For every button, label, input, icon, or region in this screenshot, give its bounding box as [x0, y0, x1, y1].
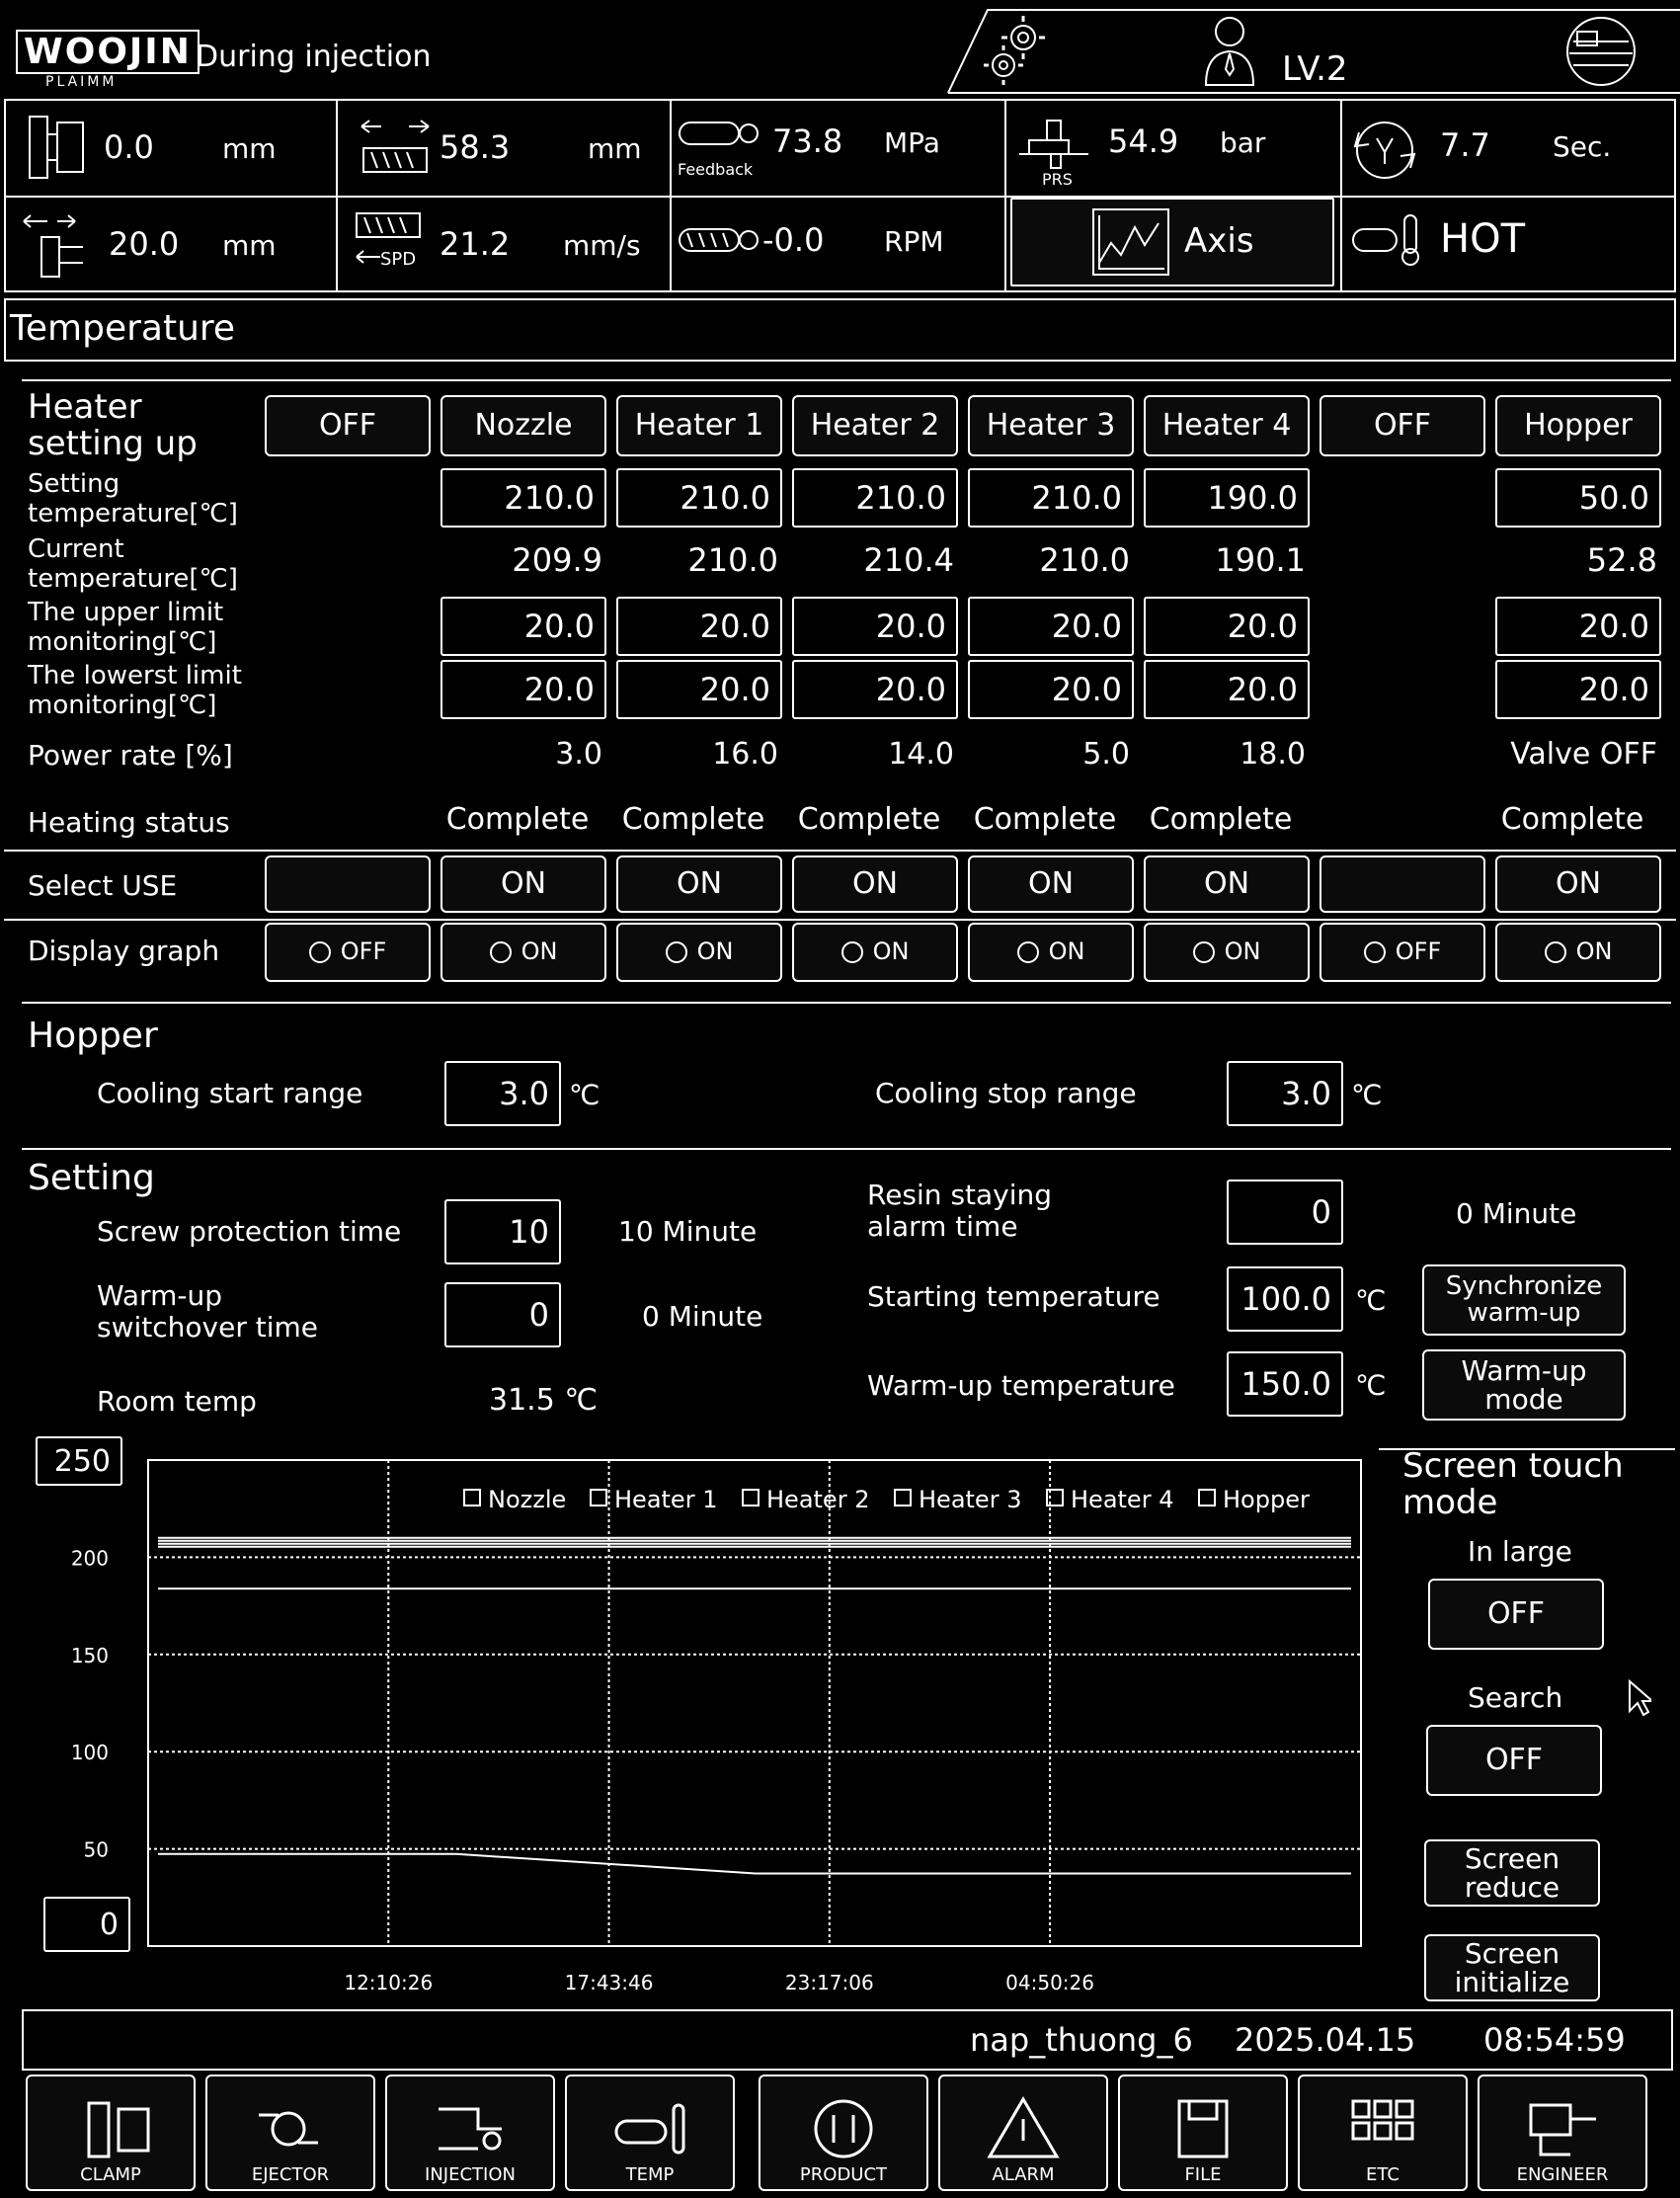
- y-tick-label: 50: [83, 1837, 109, 1862]
- product-icon: [792, 2089, 895, 2166]
- in-large-toggle[interactable]: OFF: [1428, 1579, 1604, 1650]
- warmup-switchover-remaining: 0 Minute: [642, 1300, 763, 1333]
- search-label: Search: [1468, 1681, 1563, 1714]
- legend-label: Heater 4: [1071, 1486, 1174, 1513]
- nav-label: PRODUCT: [799, 2164, 888, 2186]
- logo: [16, 30, 200, 90]
- screen-initialize-button[interactable]: Screen initialize: [1424, 1934, 1600, 2001]
- warmup-switchover-input[interactable]: 0: [444, 1282, 561, 1347]
- display-graph-label: Display graph: [28, 935, 220, 967]
- heater-column-header[interactable]: Heater 1: [616, 395, 782, 456]
- display-graph-toggle[interactable]: [440, 923, 606, 982]
- hopper-title: Hopper: [28, 1016, 158, 1056]
- setting-temperature-input[interactable]: 210.0: [440, 468, 606, 528]
- legend-checkbox: [743, 1490, 759, 1506]
- starting-temperature-input[interactable]: 100.0: [1227, 1266, 1343, 1332]
- select-use-button[interactable]: ON: [440, 855, 606, 913]
- resin-staying-remaining: 0 Minute: [1456, 1197, 1577, 1230]
- user-level: LV.2: [1282, 49, 1348, 89]
- x-tick-label: 23:17:06: [784, 1971, 874, 1994]
- setting-temperature-label: Setting temperature[℃]: [28, 469, 238, 529]
- legend-checkbox: [464, 1490, 480, 1506]
- monitor-col-divider: [336, 99, 338, 292]
- cycle-time-icon: [1345, 111, 1424, 190]
- radio-icon: [666, 941, 687, 963]
- select-use-button[interactable]: [265, 855, 431, 913]
- temperature-chart: [0, 1442, 1383, 2015]
- title-bar: [0, 0, 1680, 97]
- mold-position-unit: mm: [222, 132, 277, 165]
- warmup-switchover-label: Warm-up switchover time: [97, 1279, 318, 1344]
- upper-limit-input[interactable]: 20.0: [440, 597, 606, 656]
- injection-speed-unit: mm/s: [563, 229, 641, 262]
- search-toggle[interactable]: OFF: [1426, 1725, 1602, 1796]
- nav-label: INJECTION: [425, 2164, 516, 2186]
- cooling-start-input[interactable]: 3.0: [444, 1061, 561, 1126]
- upper-limit-input[interactable]: 20.0: [792, 597, 958, 656]
- display-graph-label: OFF: [340, 937, 387, 966]
- lower-limit-input[interactable]: 20.0: [792, 660, 958, 719]
- x-tick-label: 12:10:26: [344, 1971, 434, 1994]
- in-large-label: In large: [1468, 1535, 1572, 1568]
- injection-icon: [419, 2089, 521, 2166]
- radio-icon: [1364, 941, 1386, 963]
- select-use-button[interactable]: ON: [1495, 855, 1661, 913]
- upper-limit-input[interactable]: 20.0: [1495, 597, 1661, 656]
- select-use-button[interactable]: [1320, 855, 1485, 913]
- display-graph-label: ON: [872, 937, 910, 966]
- lower-limit-input[interactable]: 20.0: [1495, 660, 1661, 719]
- screen-reduce-button[interactable]: Screen reduce: [1424, 1839, 1600, 1907]
- status-rule: [4, 850, 1676, 852]
- display-graph-label: ON: [1048, 937, 1085, 966]
- monitor-col-divider: [1340, 99, 1342, 292]
- nav-temp-button[interactable]: [565, 2075, 735, 2191]
- nav-label: CLAMP: [80, 2164, 141, 2186]
- current-temperature-label: Current temperature[℃]: [28, 534, 238, 594]
- legend-label: Heater 1: [614, 1486, 718, 1513]
- cycle-time-unit: Sec.: [1553, 130, 1612, 163]
- radio-icon: [490, 941, 512, 963]
- gear-icon[interactable]: [978, 14, 1057, 87]
- heating-status-value: Complete: [621, 802, 765, 837]
- legend-checkbox: [895, 1490, 911, 1506]
- engineer-icon: [1511, 2089, 1614, 2166]
- heating-status-value: Complete: [1149, 802, 1293, 837]
- power-rate-value: Valve OFF: [1510, 737, 1657, 772]
- temperature-icon: [599, 2089, 701, 2166]
- setting-temperature-input[interactable]: 190.0: [1144, 468, 1310, 528]
- synchronize-warmup-button[interactable]: Synchronize warm-up: [1422, 1264, 1626, 1336]
- screw-rotation-value: -0.0: [762, 221, 825, 259]
- screw-rotation-icon: [678, 221, 762, 261]
- series-line: [158, 1854, 1351, 1874]
- legend-checkbox: [1199, 1490, 1215, 1506]
- nav-file-button[interactable]: [1118, 2075, 1288, 2191]
- setting-temperature-input[interactable]: 50.0: [1495, 468, 1661, 528]
- heating-status-label: Heating status: [28, 806, 230, 839]
- heater-column-header[interactable]: OFF: [265, 395, 431, 456]
- upper-limit-input[interactable]: 20.0: [1144, 597, 1310, 656]
- screw-protection-input[interactable]: 10: [444, 1199, 561, 1264]
- pressure-feedback-unit: MPa: [884, 126, 940, 159]
- use-rule: [4, 919, 1676, 921]
- section-title: Temperature: [10, 308, 236, 349]
- mold-position-icon: [20, 109, 99, 188]
- pressure-gauge-unit: bar: [1220, 126, 1266, 159]
- nav-alarm-button[interactable]: [938, 2075, 1108, 2191]
- cursor-icon: [1628, 1679, 1651, 1719]
- y-max-input[interactable]: 250: [36, 1436, 122, 1486]
- pressure-gauge-icon: [1017, 115, 1092, 174]
- setting-title: Setting: [28, 1158, 155, 1198]
- heater-column-header[interactable]: Heater 3: [968, 395, 1134, 456]
- upper-limit-input[interactable]: 20.0: [616, 597, 782, 656]
- display-graph-toggle[interactable]: [265, 923, 431, 982]
- setting-rule: [22, 1148, 1671, 1150]
- power-rate-value: 5.0: [1082, 737, 1130, 772]
- starting-temperature-label: Starting temperature: [867, 1280, 1160, 1313]
- clamp-icon: [59, 2089, 162, 2166]
- resin-staying-input[interactable]: 0: [1227, 1180, 1343, 1245]
- x-tick-label: 04:50:26: [1005, 1971, 1095, 1994]
- cooling-stop-input[interactable]: 3.0: [1227, 1061, 1343, 1126]
- display-graph-toggle[interactable]: [1320, 923, 1485, 982]
- heating-status-value: Complete: [1500, 802, 1644, 837]
- injection-speed-icon: [351, 209, 430, 281]
- select-use-label: Select USE: [28, 869, 178, 902]
- status-bar: [22, 2009, 1673, 2071]
- nav-injection-button[interactable]: [385, 2075, 555, 2191]
- screen-touch-mode-title: Screen touch mode: [1402, 1446, 1624, 1523]
- setting-temperature-input[interactable]: 210.0: [968, 468, 1134, 528]
- heater-top-rule: [22, 379, 1671, 381]
- nav-label: TEMP: [625, 2164, 675, 2186]
- pressure-feedback-sub: Feedback: [678, 160, 754, 179]
- current-temperature-value: 210.0: [1039, 541, 1130, 579]
- display-graph-toggle[interactable]: [1495, 923, 1661, 982]
- y-tick-label: 200: [70, 1546, 109, 1571]
- heater-column-header[interactable]: Nozzle: [440, 395, 606, 456]
- select-use-button[interactable]: ON: [616, 855, 782, 913]
- current-temperature-value: 210.0: [687, 541, 778, 579]
- setting-temperature-input[interactable]: 210.0: [792, 468, 958, 528]
- warmup-temperature-unit: ℃: [1355, 1369, 1387, 1402]
- screw-protection-label: Screw protection time: [97, 1215, 402, 1248]
- power-rate-value: 3.0: [555, 737, 602, 772]
- cycle-time-value: 7.7: [1440, 126, 1490, 164]
- section-title-bar: [4, 298, 1676, 362]
- pressure-gauge-sub: PRS: [1042, 170, 1073, 189]
- legend-label: Hopper: [1223, 1486, 1310, 1513]
- heater-column-header[interactable]: OFF: [1320, 395, 1485, 456]
- display-graph-toggle[interactable]: [1144, 923, 1310, 982]
- lower-limit-input[interactable]: 20.0: [1144, 660, 1310, 719]
- lower-limit-label: The lowerst limit monitoring[℃]: [28, 661, 242, 720]
- display-graph-label: ON: [1575, 937, 1613, 966]
- ejector-icon: [239, 2089, 342, 2166]
- legend-label: Heater 3: [919, 1486, 1022, 1513]
- screw-protection-remaining: 10 Minute: [618, 1215, 758, 1248]
- display-graph-label: ON: [696, 937, 734, 966]
- power-rate-label: Power rate [%]: [28, 739, 233, 772]
- nav-label: FILE: [1184, 2164, 1222, 2186]
- screw-position-icon: [356, 113, 435, 182]
- logo-subtext: PLAIMM: [45, 74, 118, 90]
- starting-temperature-unit: ℃: [1355, 1284, 1387, 1317]
- pressure-feedback-icon: [678, 115, 762, 154]
- radio-icon: [1017, 941, 1039, 963]
- power-rate-value: 18.0: [1240, 737, 1306, 772]
- lower-limit-input[interactable]: 20.0: [616, 660, 782, 719]
- current-temperature-value: 52.8: [1586, 541, 1657, 579]
- hot-label: HOT: [1440, 216, 1525, 262]
- y-tick-label: 100: [70, 1741, 109, 1765]
- power-rate-value: 14.0: [888, 737, 954, 772]
- warmup-mode-button[interactable]: Warm-up mode: [1422, 1349, 1626, 1421]
- axis-chart-icon: [1091, 207, 1170, 277]
- x-tick-label: 17:43:46: [564, 1971, 654, 1994]
- legend-label: Nozzle: [488, 1486, 567, 1513]
- warmup-temperature-label: Warm-up temperature: [867, 1369, 1175, 1402]
- select-use-button[interactable]: ON: [968, 855, 1134, 913]
- power-rate-value: 16.0: [712, 737, 778, 772]
- nav-ejector-button[interactable]: [205, 2075, 375, 2191]
- mold-name: nap_thuong_6: [970, 2021, 1193, 2059]
- ejector-position-icon: [20, 207, 99, 286]
- current-temperature-value: 190.1: [1215, 541, 1306, 579]
- cooling-start-label: Cooling start range: [97, 1077, 363, 1109]
- nav-label: EJECTOR: [251, 2164, 330, 2186]
- user-icon[interactable]: [1200, 10, 1259, 89]
- file-icon: [1152, 2089, 1254, 2166]
- current-temperature-value: 209.9: [512, 541, 602, 579]
- display-graph-toggle[interactable]: [616, 923, 782, 982]
- upper-limit-label: The upper limit monitoring[℃]: [28, 598, 224, 657]
- display-graph-label: OFF: [1395, 937, 1442, 966]
- heater-column-header[interactable]: Heater 4: [1144, 395, 1310, 456]
- room-temp-label: Room temp: [97, 1385, 257, 1418]
- current-date: 2025.04.15: [1235, 2021, 1416, 2059]
- setting-temperature-input[interactable]: 210.0: [616, 468, 782, 528]
- nav-etc-button[interactable]: [1298, 2075, 1468, 2191]
- legend-label: Heater 2: [766, 1486, 870, 1513]
- display-graph-label: ON: [520, 937, 558, 966]
- heating-status-value: Complete: [973, 802, 1117, 837]
- ejector-position-value: 20.0: [109, 225, 180, 263]
- current-time: 08:54:59: [1483, 2021, 1626, 2059]
- thermometer-icon: [1351, 211, 1426, 267]
- ejector-position-unit: mm: [222, 229, 277, 262]
- heating-status-value: Complete: [797, 802, 941, 837]
- current-temperature-value: 210.4: [863, 541, 954, 579]
- heating-status-value: Complete: [445, 802, 590, 837]
- select-use-button[interactable]: ON: [792, 855, 958, 913]
- machine-status: During injection: [196, 40, 432, 74]
- select-use-button[interactable]: ON: [1144, 855, 1310, 913]
- cooling-stop-label: Cooling stop range: [875, 1077, 1137, 1109]
- nav-label: ALARM: [992, 2164, 1055, 2186]
- cooling-stop-unit: ℃: [1351, 1079, 1383, 1111]
- resin-staying-label: Resin staying alarm time: [867, 1179, 1053, 1244]
- screw-position-unit: mm: [588, 132, 642, 165]
- monitor-col-divider: [1004, 99, 1006, 292]
- hot-indicator: [1351, 211, 1525, 267]
- radio-icon: [309, 941, 331, 963]
- y-min-input[interactable]: 0: [43, 1897, 130, 1952]
- y-tick-label: 150: [70, 1643, 109, 1668]
- display-graph-toggle[interactable]: [968, 923, 1134, 982]
- room-temp-value: 31.5 ℃: [489, 1383, 599, 1418]
- mold-position-value: 0.0: [104, 128, 154, 166]
- pressure-gauge-value: 54.9: [1108, 122, 1179, 160]
- injection-speed-sub: SPD: [380, 249, 417, 270]
- screw-position-value: 58.3: [440, 128, 511, 166]
- screw-rotation-unit: RPM: [884, 225, 944, 258]
- upper-limit-input[interactable]: 20.0: [968, 597, 1134, 656]
- display-graph-label: ON: [1224, 937, 1261, 966]
- nav-clamp-button[interactable]: [26, 2075, 196, 2191]
- heater-column-header[interactable]: Heater 2: [792, 395, 958, 456]
- cooling-start-unit: ℃: [569, 1079, 600, 1111]
- nav-label: ENGINEER: [1516, 2164, 1609, 2186]
- grid-icon: [1331, 2089, 1434, 2166]
- lower-limit-input[interactable]: 20.0: [968, 660, 1134, 719]
- legend-checkbox: [591, 1490, 606, 1506]
- lower-limit-input[interactable]: 20.0: [440, 660, 606, 719]
- warmup-temperature-input[interactable]: 150.0: [1227, 1351, 1343, 1417]
- axis-button-label: Axis: [1184, 221, 1254, 262]
- radio-icon: [1193, 941, 1215, 963]
- pressure-feedback-value: 73.8: [772, 122, 843, 160]
- logo-text: WOOJIN: [16, 30, 200, 74]
- nav-engineer-button[interactable]: [1478, 2075, 1647, 2191]
- monitor-divider: [4, 196, 1676, 198]
- nav-label: ETC: [1366, 2164, 1400, 2186]
- monitor-col-divider: [670, 99, 672, 292]
- injection-speed-value: 21.2: [440, 225, 511, 263]
- heater-setting-label: Heater setting up: [28, 387, 198, 464]
- axis-button[interactable]: [1010, 198, 1334, 286]
- display-graph-toggle[interactable]: [792, 923, 958, 982]
- flag-icon[interactable]: [1556, 14, 1646, 89]
- radio-icon: [1545, 941, 1566, 963]
- heater-column-header[interactable]: Hopper: [1495, 395, 1661, 456]
- alarm-icon: [972, 2089, 1075, 2166]
- hopper-rule: [22, 1002, 1671, 1004]
- radio-icon: [841, 941, 863, 963]
- nav-product-button[interactable]: [759, 2075, 928, 2191]
